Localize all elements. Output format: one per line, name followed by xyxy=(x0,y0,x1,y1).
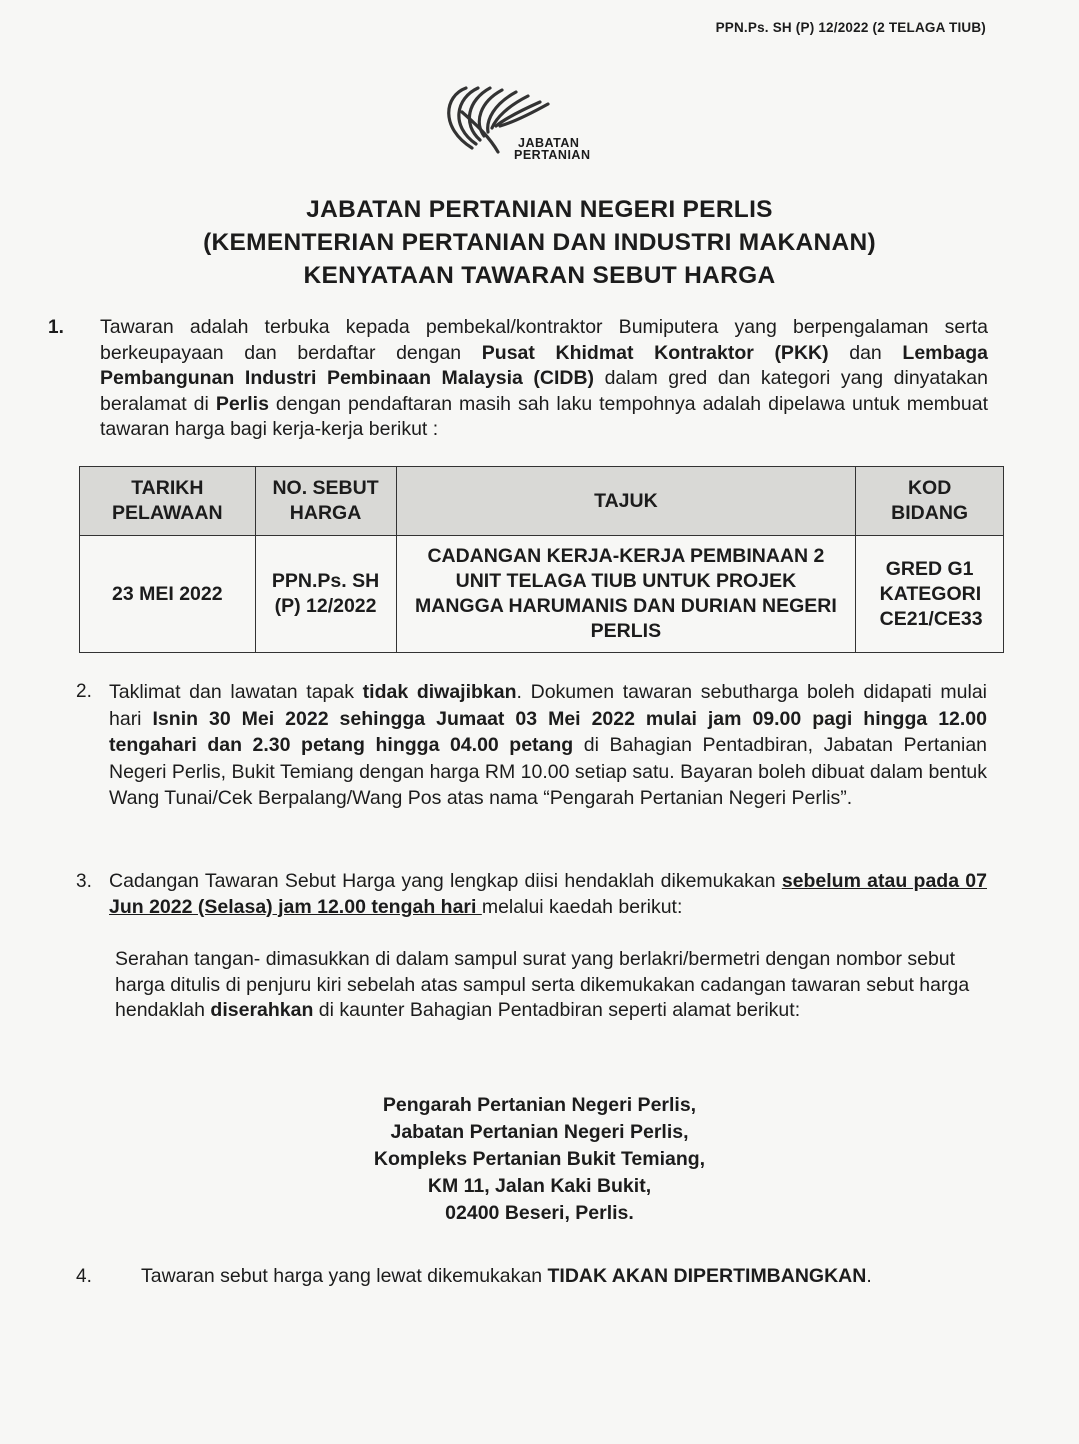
header-tajuk: TAJUK xyxy=(396,467,856,536)
section-1-paragraph: Tawaran adalah terbuka kepada pembekal/kontraktor Bumiputera yang berpengalaman serta berkeupayaan dan berdaftar dengan Pusat Khidmat Kontraktor (PKK) dan Lembaga Pembangunan Industri Pembinaan Malaysia (CIDB) dalam gred dan kategori yang dinyatakan beralamat di Perlis dengan pendaftaran masih sah laku tempohnya adalah dipelawa untuk membuat tawaran harga bagi kerja-kerja berikut : xyxy=(100,316,989,440)
submission-address xyxy=(0,1092,1079,1227)
section-4-number: 4. xyxy=(76,1266,92,1287)
table-row xyxy=(80,536,1004,653)
cell-no-sebut-harga: PPN.Ps. SH (P) 12/2022 xyxy=(255,536,396,653)
table-header-row xyxy=(80,467,1004,536)
address-line-4: KM 11, Jalan Kaki Bukit, xyxy=(427,1175,652,1197)
cell-tarikh: 23 MEI 2022 xyxy=(80,536,256,653)
address-line-2: Jabatan Pertanian Negeri Perlis, xyxy=(390,1121,689,1143)
section-2-paragraph: Taklimat dan lawatan tapak tidak diwajibkan. Dokumen tawaran sebutharga boleh didapati mulai hari Isnin 30 Mei 2022 sehingga Jumaat 03 Mei 2022 mulai jam 09.00 pagi hingga 12.00 tengahari dan 2.30 petang hingga 04.00 petang di Bahagian Pentadbiran, Jabatan Pertanian Negeri Perlis, Bukit Temiang dengan harga RM 10.00 setiap satu. Bayaran boleh dibuat dalam bentuk Wang Tunai/Cek Berpalang/Wang Pos atas nama “Pengarah Pertanian Negeri Perlis”. xyxy=(109,681,988,809)
title-line-1: JABATAN PERTANIAN NEGERI PERLIS xyxy=(306,196,773,223)
section-2-number: 2. xyxy=(76,681,92,702)
section-4-paragraph: Tawaran sebut harga yang lewat dikemukakan TIDAK AKAN DIPERTIMBANGKAN. xyxy=(141,1265,872,1287)
cell-tajuk: CADANGAN KERJA-KERJA PEMBINAAN 2 UNIT TELAGA TIUB UNTUK PROJEK MANGGA HARUMANIS DAN DURIAN NEGERI PERLIS xyxy=(396,536,856,653)
header-kod-bidang: KOD BIDANG xyxy=(856,467,1004,536)
section-3-paragraph: Cadangan Tawaran Sebut Harga yang lengkap diisi hendaklah dikemukakan sebelum atau pada 07 Jun 2022 (Selasa) jam 12.00 tengah hari melalui kaedah berikut: xyxy=(109,870,987,918)
logo-text-jabatan: JABATAN xyxy=(518,136,580,150)
address-line-1: Pengarah Pertanian Negeri Perlis, xyxy=(382,1094,697,1116)
cell-kod-bidang: GRED G1 KATEGORI CE21/CE33 xyxy=(856,536,1004,653)
section-1-number: 1. xyxy=(48,317,64,338)
title-line-2: (KEMENTERIAN PERTANIAN DAN INDUSTRI MAKANAN) xyxy=(203,229,876,256)
logo-text-pertanian: PERTANIAN xyxy=(514,148,591,162)
header-no-sebut-harga: NO. SEBUT HARGA xyxy=(255,467,396,536)
title-line-3: KENYATAAN TAWARAN SEBUT HARGA xyxy=(303,262,776,289)
section-3-submission-method: Serahan tangan- dimasukkan di dalam sampul surat yang berlakri/bermetri dengan nombor sebut harga ditulis di penjuru kiri sebelah atas sampul serta dikemukakan cadangan tawaran sebut harga hendaklah diserahkan di kaunter Bahagian Pentadbiran seperti alamat berikut: xyxy=(115,948,970,1021)
header-tarikh: TARIKH PELAWAAN xyxy=(80,467,256,536)
document-title xyxy=(0,193,1079,292)
address-line-5: 02400 Beseri, Perlis. xyxy=(445,1202,634,1224)
jabatan-pertanian-logo xyxy=(432,82,632,172)
reference-number: PPN.Ps. SH (P) 12/2022 (2 TELAGA TIUB) xyxy=(715,20,986,35)
address-line-3: Kompleks Pertanian Bukit Temiang, xyxy=(373,1148,706,1170)
section-3-number: 3. xyxy=(76,871,92,892)
tender-table xyxy=(79,466,1004,653)
